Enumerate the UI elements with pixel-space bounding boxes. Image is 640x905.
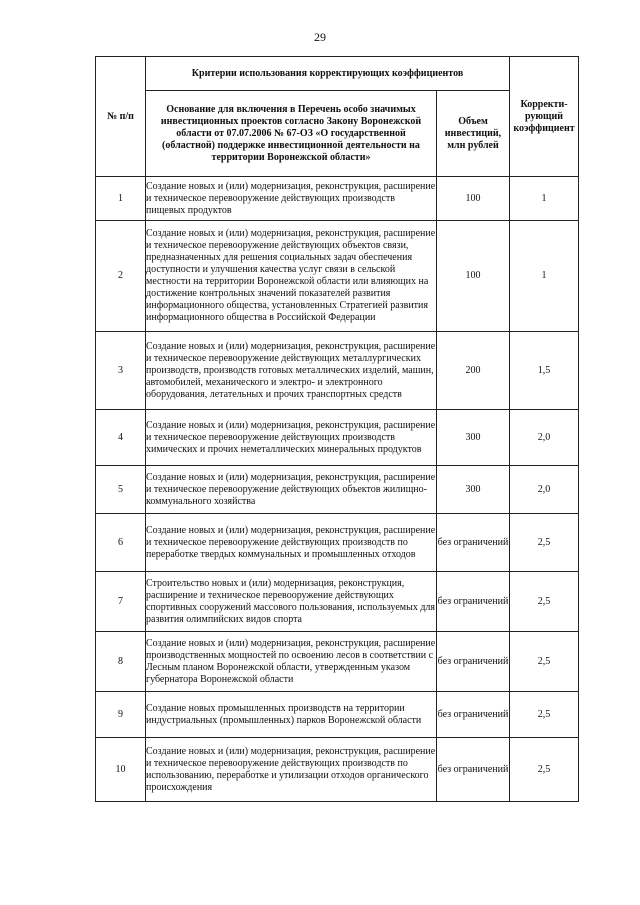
table-row — [96, 177, 579, 221]
row-basis: Строительство новых и (или) модернизация, реконструкция, расширение и техническое перевооружение действующих спортивных сооружений массового пользования, используемых для развития олимпийских видов спорта — [146, 572, 437, 632]
row-volume: 100 — [437, 177, 510, 221]
row-num: 3 — [96, 332, 146, 410]
row-num: 2 — [96, 221, 146, 332]
row-coef: 2,0 — [510, 410, 579, 466]
header-basis-text: Основание для включения в Перечень особо значимых инвестиционных проектов согласно Закону Воронежской области от 07.07.2006 № 67-ОЗ «О государственной (областной) поддержке инвестиционной деятельности на территории Воронежской области» — [160, 103, 422, 163]
row-basis: Создание новых и (или) модернизация, реконструкция, расширение производственных мощностей по освоению лесов в соответствии с Лесным планом Воронежской области, утвержденным указом губернатора Воронежской области — [146, 632, 437, 692]
row-coef: 2,5 — [510, 692, 579, 738]
row-num: 10 — [96, 738, 146, 802]
row-num: 4 — [96, 410, 146, 466]
header-group: Критерии использования корректирующих коэффициентов — [146, 57, 510, 91]
row-basis: Создание новых и (или) модернизация, реконструкция, расширение и техническое перевооружение действующих производств по использованию, переработке и утилизации отходов органического происхождения — [146, 738, 437, 802]
row-basis: Создание новых и (или) модернизация, реконструкция, расширение и техническое перевооружение действующих производств химических и прочих неметаллических минеральных продуктов — [146, 410, 437, 466]
row-volume: без ограничений — [437, 514, 510, 572]
table-row — [96, 632, 579, 692]
row-volume: без ограничений — [437, 572, 510, 632]
row-volume: 300 — [437, 466, 510, 514]
header-volume: Объем инвестиций, млн рублей — [437, 91, 510, 177]
header-basis — [146, 91, 437, 177]
page-number: 29 — [314, 30, 326, 44]
table-row — [96, 514, 579, 572]
header-num: № п/п — [96, 57, 146, 177]
table-row — [96, 572, 579, 632]
table-row — [96, 738, 579, 802]
table-row — [96, 221, 579, 332]
row-basis: Создание новых и (или) модернизация, реконструкция, расширение и техническое перевооружение действующих объектов жилищно-коммунального хозяйства — [146, 466, 437, 514]
row-num: 9 — [96, 692, 146, 738]
table-row — [96, 692, 579, 738]
row-num: 6 — [96, 514, 146, 572]
row-num: 5 — [96, 466, 146, 514]
row-volume: 200 — [437, 332, 510, 410]
row-coef: 1 — [510, 221, 579, 332]
row-coef: 2,5 — [510, 738, 579, 802]
header-coef: Корректи-рующий коэффициент — [510, 57, 579, 177]
row-volume: 300 — [437, 410, 510, 466]
row-coef: 2,0 — [510, 466, 579, 514]
row-num: 8 — [96, 632, 146, 692]
row-basis: Создание новых и (или) модернизация, реконструкция, расширение и техническое перевооружение действующих производств пищевых продуктов — [146, 177, 437, 221]
row-volume: без ограничений — [437, 738, 510, 802]
row-basis: Создание новых и (или) модернизация, реконструкция, расширение и техническое перевооружение действующих металлургических производств, производств готовых металлических изделий, машин, автомобилей, механического и электро- и электронного оборудования, летательных и прочих транспортных средств — [146, 332, 437, 410]
table-row — [96, 410, 579, 466]
row-volume: без ограничений — [437, 632, 510, 692]
table-row — [96, 332, 579, 410]
criteria-table — [95, 56, 579, 802]
row-coef: 2,5 — [510, 514, 579, 572]
row-basis: Создание новых и (или) модернизация, реконструкция, расширение и техническое перевооружение действующих производств по переработке твердых коммунальных и промышленных отходов — [146, 514, 437, 572]
table-row — [96, 466, 579, 514]
row-coef: 1 — [510, 177, 579, 221]
row-coef: 1,5 — [510, 332, 579, 410]
row-volume: без ограничений — [437, 692, 510, 738]
row-basis: Создание новых и (или) модернизация, реконструкция, расширение и техническое перевооружение действующих объектов связи, предназначенных для решения социальных задач обеспечения доступности и улучшения качества услуг связи в сельской местности на территории Воронежской области или влияющих на достижение контрольных значений показателей развития информационного общества, установленных Стратегией развития информационного общества в Российской Федерации — [146, 221, 437, 332]
row-num: 7 — [96, 572, 146, 632]
row-coef: 2,5 — [510, 572, 579, 632]
row-basis: Создание новых промышленных производств на территории индустриальных (промышленных) парков Воронежской области — [146, 692, 437, 738]
row-volume: 100 — [437, 221, 510, 332]
row-num: 1 — [96, 177, 146, 221]
row-coef: 2,5 — [510, 632, 579, 692]
